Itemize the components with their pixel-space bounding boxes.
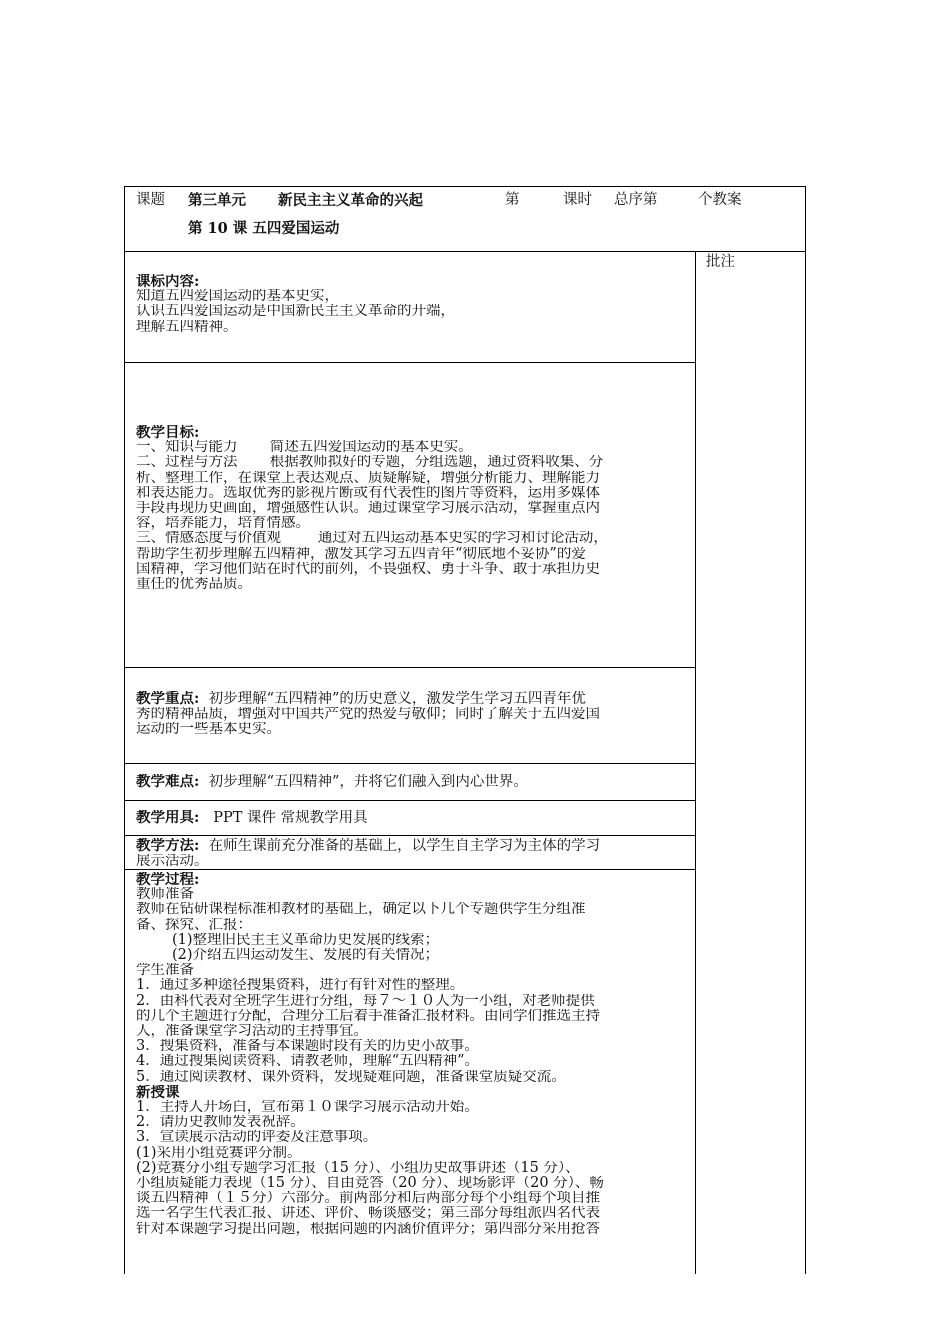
teaching-tools-section — [136, 810, 688, 826]
text-line: 人，准备课堂学习活动的主持事宜。 — [136, 1024, 368, 1040]
unit-title: 新民主主义革命的兴起 — [278, 192, 423, 209]
row-divider — [124, 763, 696, 764]
text-line: 2．由科代表对全班学生进行分组，每７～１０人为一小组，对老师提供 — [136, 993, 595, 1009]
row-divider — [124, 800, 696, 801]
text-line: 2．请历史教师发表祝辞。 — [136, 1115, 305, 1131]
text-line: 教师准备 — [136, 887, 194, 903]
text-line: 的几个主题进行分配，合理分工后着手准备汇报材料。由同学们推选主持 — [136, 1008, 600, 1024]
table-border-top — [124, 186, 806, 187]
text-line: 5．通过阅读教材、课外资料，发现疑难问题，准备课堂质疑交流。 — [136, 1069, 566, 1085]
text-line: 三、情感态度与价值观 通过对五四运动基本史实的学习和讨论活动， — [136, 531, 608, 547]
section-title: 课标内容: — [136, 274, 200, 290]
section-title: 教学方法: — [136, 838, 200, 854]
text-line: (1)整理旧民主主义革命历史发展的线索； — [172, 932, 440, 948]
text-line: 展示活动。 — [136, 854, 209, 870]
text-line: 一、知识与能力 简述五四爱国运动的基本史实。 — [136, 440, 473, 456]
row-divider — [124, 667, 696, 668]
text-line: 小组质疑能力表现（15 分）、自由竞答（20 分）、现场影评（20 分）、畅 — [136, 1176, 604, 1192]
text-line: 教师在钻研课程标准和教材的基础上，确定以下几个专题供学生分组准 — [136, 902, 586, 918]
text-line: 知道五四爱国运动的基本史实， — [136, 289, 339, 305]
unit-number: 第三单元 — [188, 192, 246, 209]
label-keti: 课题 — [136, 192, 165, 208]
row-divider — [124, 835, 696, 836]
text-line: 国精神，学习他们站在时代的前列，不畏强权、勇于斗争、敢于承担历史 — [136, 561, 600, 577]
text-line: (2)竞赛分小组专题学习汇报（15 分）、小组历史故事讲述（15 分）、 — [136, 1160, 580, 1176]
row-divider — [124, 362, 696, 363]
label-di: 第 — [505, 192, 520, 208]
text-line: 3．宣读展示活动的评委及注意事项。 — [136, 1130, 378, 1146]
text-line: (2)介绍五四运动发生、发展的有关情况； — [172, 948, 440, 964]
text-line: 运动的一些基本史实。 — [136, 722, 281, 738]
teaching-process-section — [136, 872, 688, 1237]
label-keshi: 课时 — [563, 192, 592, 208]
lesson-title: 第 10 课 五四爱国运动 — [188, 220, 340, 237]
section-title: 教学过程: — [136, 872, 200, 888]
text-line: 4．通过搜集阅读资料、请教老师，理解“五四精神”。 — [136, 1054, 480, 1070]
curriculum-standard-section — [136, 274, 688, 335]
row-divider-header — [124, 251, 806, 252]
section-title: 教学重点: — [136, 691, 200, 707]
text-line: 容，培养能力，培育情感。 — [136, 516, 310, 532]
text-line: 1．通过多种途径搜集资料，进行有针对性的整理。 — [136, 978, 465, 994]
text-line: 3．搜集资料，准备与本课题时段有关的历史小故事。 — [136, 1039, 479, 1055]
text-line: 二、过程与方法 根据教师拟好的专题，分组选题，通过资料收集、分 — [136, 455, 604, 471]
label-ge-jiaoan: 个教案 — [698, 192, 742, 208]
text-line: 学生准备 — [136, 963, 194, 979]
text-line: 备、探究、汇报： — [136, 917, 252, 933]
section-title: 教学目标: — [136, 425, 200, 441]
section-title: 教学用具: — [136, 810, 200, 826]
text-line: 教学重点: 初步理解“五四精神”的历史意义，激发学生学习五四青年优 — [136, 691, 586, 707]
text-line: 教学难点: 初步理解“五四精神”，并将它们融入到内心世界。 — [136, 774, 528, 790]
teaching-method-section — [136, 838, 688, 869]
text-line: (1)采用小组竞赛评分制。 — [136, 1145, 302, 1161]
text-line: 秀的精神品质，增强对中国共产党的热爱与敬仰；同时了解关于五四爱国 — [136, 707, 600, 723]
text-line: 教学用具: PPT 课件 常规教学用具 — [136, 810, 368, 826]
subsection-title: 新授课 — [136, 1084, 180, 1101]
text-line: 选一名学生代表汇报、讲述、评价、畅谈感受；第三部分每组派四名代表 — [136, 1206, 600, 1222]
label-zongxu: 总序第 — [614, 192, 658, 208]
text-line: 重任的优秀品质。 — [136, 577, 252, 593]
text-line: 教学方法: 在师生课前充分准备的基础上，以学生自主学习为主体的学习 — [136, 838, 601, 854]
table-border-left — [124, 186, 125, 1274]
text-line: 理解五四精神。 — [136, 319, 238, 335]
notes-label: 批注 — [706, 254, 735, 270]
difficult-points-section — [136, 774, 688, 790]
text-line: 1．主持人开场白，宣布第１０课学习展示活动开始。 — [136, 1100, 479, 1116]
text-line: 手段再现历史画面，增强感性认识。通过课堂学习展示活动，掌握重点内 — [136, 501, 600, 517]
text-line: 和表达能力。选取优秀的影视片断或有代表性的图片等资料，运用多媒体 — [136, 485, 600, 501]
section-title: 教学难点: — [136, 774, 200, 790]
text-line: 针对本课题学习提出问题，根据问题的内涵价值评分；第四部分采用抢答 — [136, 1221, 600, 1237]
teaching-objectives-section — [136, 425, 688, 592]
key-points-section — [136, 691, 688, 738]
table-border-right — [805, 186, 806, 1274]
text-line: 谈五四精神（１５分）六部分。前两部分和后两部分每个小组每个项目推 — [136, 1191, 600, 1207]
text-line: 帮助学生初步理解五四精神，激发其学习五四青年“彻底地不妥协”的爱 — [136, 546, 586, 562]
text-line: 析、整理工作，在课堂上表达观点、质疑解疑，增强分析能力、理解能力 — [136, 470, 600, 486]
text-line: 认识五四爱国运动是中国新民主主义革命的开端， — [136, 304, 455, 320]
